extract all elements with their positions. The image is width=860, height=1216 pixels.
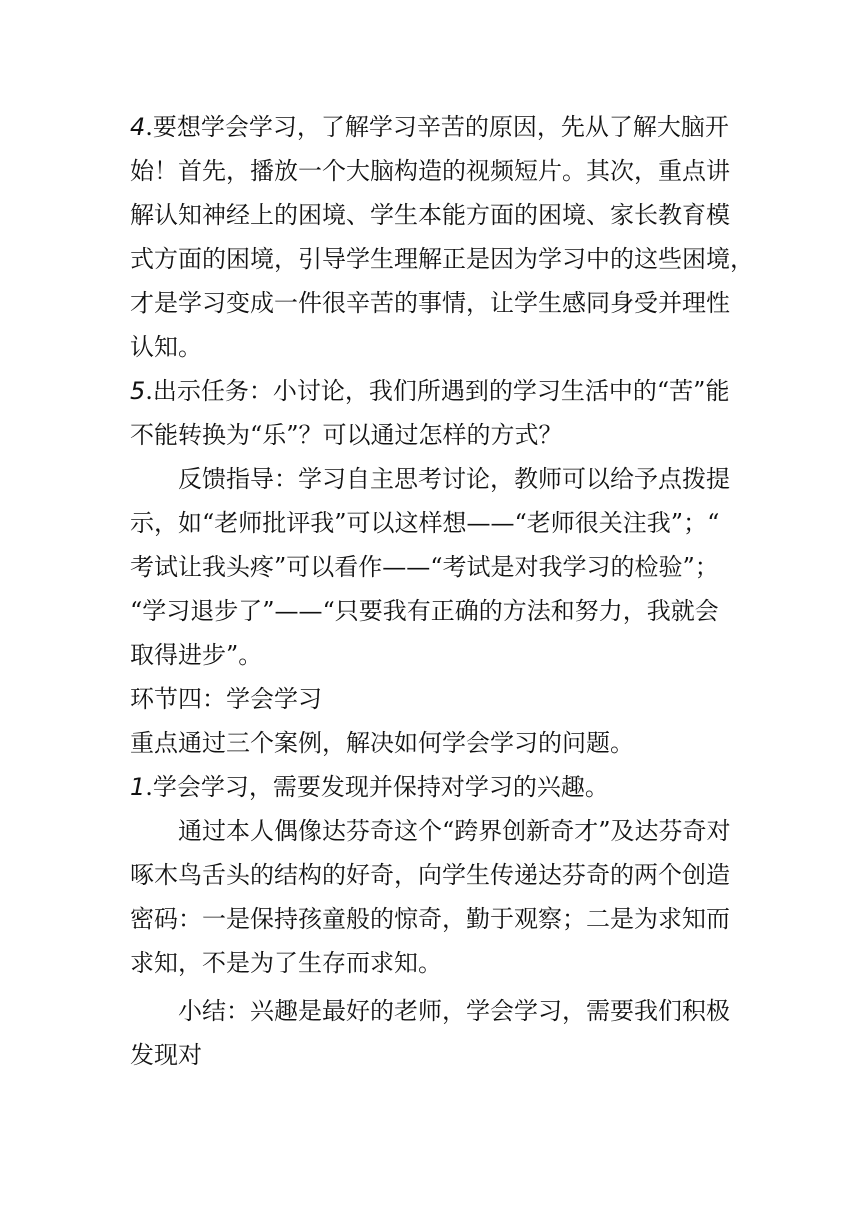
line-text: 啄木鸟舌头的结构的好奇，向学生传递达芬奇的两个创造 bbox=[130, 861, 730, 889]
text-line-2 bbox=[130, 149, 730, 193]
line-text: 密码：一是保持孩童般的惊奇，勤于观察；二是为求知而 bbox=[130, 905, 730, 933]
line-text: 通过本人偶像达芬奇这个“跨界创新奇才”及达芬奇对 bbox=[178, 817, 731, 845]
text-line-12 bbox=[130, 589, 730, 633]
text-line-7 bbox=[130, 369, 730, 413]
line-text: 求知，不是为了生存而求知。 bbox=[130, 949, 442, 977]
line-text: 取得进步”。 bbox=[130, 641, 263, 669]
line-text: “学习退步了”——“只要我有正确的方法和努力，我就会 bbox=[130, 597, 719, 625]
text-line-11 bbox=[130, 545, 730, 589]
text-line-22 bbox=[130, 1033, 730, 1077]
text-line-19 bbox=[130, 897, 730, 941]
text-line-8 bbox=[130, 413, 730, 457]
line-text: 环节四：学会学习 bbox=[130, 685, 322, 713]
section-heading bbox=[130, 677, 730, 721]
line-text: 考试让我头疼”可以看作——“考试是对我学习的检验”； bbox=[130, 553, 719, 581]
text-line-5 bbox=[130, 281, 730, 325]
text-line-16 bbox=[130, 765, 730, 809]
line-text: 解认知神经上的困境、学生本能方面的困境、家长教育模 bbox=[130, 201, 730, 229]
document-page bbox=[130, 105, 754, 1077]
line-text: .要想学会学习，了解学习辛苦的原因，先从了解大脑开 bbox=[145, 113, 729, 141]
text-line-4 bbox=[130, 237, 754, 281]
text-line-15 bbox=[130, 721, 730, 765]
text-line-10 bbox=[130, 501, 730, 545]
text-line-6 bbox=[130, 325, 730, 369]
line-text: 始！首先，播放一个大脑构造的视频短片。其次，重点讲 bbox=[130, 157, 730, 185]
line-text: 发现对 bbox=[130, 1041, 202, 1069]
text-line-9 bbox=[130, 457, 730, 501]
text-line-17 bbox=[130, 809, 730, 853]
item-number: 5 bbox=[130, 377, 146, 405]
line-text: 不能转换为“乐”？可以通过怎样的方式？ bbox=[130, 421, 563, 449]
text-line-1 bbox=[130, 105, 730, 149]
text-line-3 bbox=[130, 193, 730, 237]
line-text: .出示任务：小讨论，我们所遇到的学习生活中的“苦”能 bbox=[145, 377, 730, 405]
item-number: 4 bbox=[130, 113, 146, 141]
line-text: 重点通过三个案例，解决如何学会学习的问题。 bbox=[130, 729, 634, 757]
text-line-21 bbox=[130, 989, 730, 1033]
item-number: 1 bbox=[130, 773, 146, 801]
line-text: 式方面的困境，引导学生理解正是因为学习中的这些困境， bbox=[130, 245, 754, 273]
line-text: 示，如“老师批评我”可以这样想——“老师很关注我”；“ bbox=[130, 509, 720, 537]
text-line-18 bbox=[130, 853, 730, 897]
line-text: 反馈指导：学习自主思考讨论，教师可以给予点拨提 bbox=[178, 465, 730, 493]
line-text: 才是学习变成一件很辛苦的事情，让学生感同身受并理性 bbox=[130, 289, 730, 317]
text-line-20 bbox=[130, 941, 730, 985]
text-line-13 bbox=[130, 633, 730, 677]
line-text: .学会学习，需要发现并保持对学习的兴趣。 bbox=[145, 773, 609, 801]
line-text: 认知。 bbox=[130, 333, 202, 361]
line-text: 小结：兴趣是最好的老师，学会学习，需要我们积极 bbox=[178, 997, 730, 1025]
